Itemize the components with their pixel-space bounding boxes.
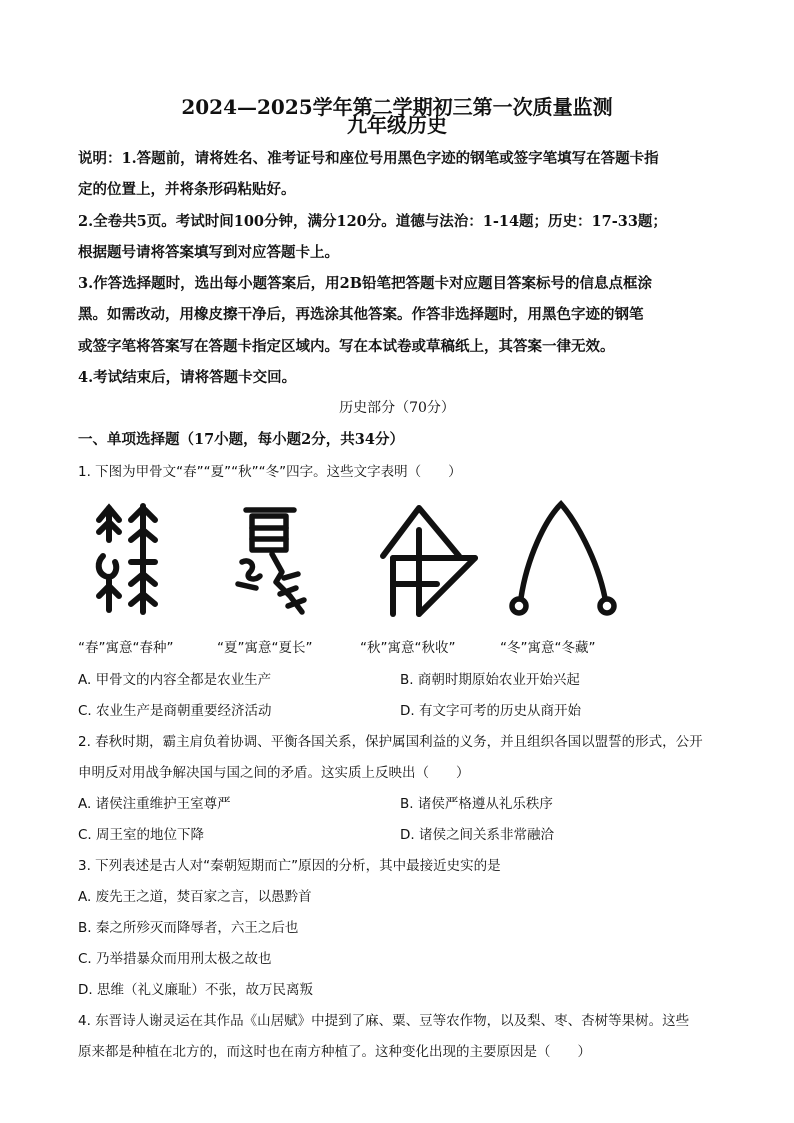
- question-2-stem-line: 2. 春秋时期，霸主肩负着协调、平衡各国关系，保护属国利益的义务，并且组织各国以盟誓的形式，公开: [78, 734, 703, 750]
- question-4-stem-line: 原来都是种植在北方的，而这时也在南方种植了。这种变化出现的主要原因是（ ）: [78, 1044, 591, 1060]
- instruction-line: 或签字笔将答案写在答题卡指定区域内。写在本试卷或草稿纸上，其答案一律无效。: [78, 338, 615, 355]
- caption-summer: “夏”寓意“夏长”: [217, 640, 313, 656]
- q1-option-c: C. 农业生产是商朝重要经济活动: [78, 703, 272, 719]
- question-4-stem-line: 4. 东晋诗人谢灵运在其作品《山居赋》中提到了麻、粟、豆等农作物，以及梨、枣、杏树等果树。这些: [78, 1013, 690, 1029]
- oracle-spring-icon: [95, 500, 165, 618]
- instruction-line: 定的位置上，并将条形码粘贴好。: [78, 181, 296, 198]
- q1-option-b: B. 商朝时期原始农业开始兴起: [400, 672, 580, 688]
- q3-option-b: B. 秦之所殄灭而降辱者，六王之后也: [78, 920, 299, 936]
- q3-option-d: D. 思维（礼义廉耻）不张，故万民离叛: [78, 982, 313, 998]
- caption-spring: “春”寓意“春种”: [78, 640, 174, 656]
- q3-option-c: C. 乃举措暴众而用刑太极之故也: [78, 951, 272, 967]
- q2-option-b: B. 诸侯严格遵从礼乐秩序: [400, 796, 553, 812]
- q1-option-a: A. 甲骨文的内容全都是农业生产: [78, 672, 272, 688]
- q3-option-a: A. 废先王之道，焚百家之言，以愚黔首: [78, 889, 312, 905]
- oracle-winter-icon: [505, 498, 620, 620]
- instruction-line: 3.作答选择题时，选出每小题答案后，用2B铅笔把答题卡对应题目答案标号的信息点框涂: [78, 275, 652, 292]
- instruction-line: 说明：1.答题前，请将姓名、准考证号和座位号用黑色字迹的钢笔或签字笔填写在答题卡指: [78, 150, 659, 167]
- q2-option-c: C. 周王室的地位下降: [78, 827, 205, 843]
- part-title: 一、单项选择题（17小题，每小题2分，共34分）: [78, 431, 404, 448]
- q2-option-d: D. 诸侯之间关系非常融洽: [400, 827, 554, 843]
- oracle-autumn-icon: [375, 500, 485, 618]
- q2-option-a: A. 诸侯注重维护王室尊严: [78, 796, 231, 812]
- question-1-stem: 1. 下图为甲骨文“春”“夏”“秋”“冬”四字。这些文字表明（ ）: [78, 464, 462, 480]
- exam-title: 2024—2025学年第二学期初三第一次质量监测: [181, 95, 613, 119]
- question-2-stem-line: 申明反对用战争解决国与国之间的矛盾。这实质上反映出（ ）: [78, 765, 470, 781]
- question-3-stem: 3. 下列表述是古人对“秦朝短期而亡”原因的分析，其中最接近史实的是: [78, 858, 501, 874]
- instruction-line: 根据题号请将答案填写到对应答题卡上。: [78, 244, 339, 261]
- instruction-line: 2.全卷共5页。考试时间100分钟，满分120分。道德与法治：1-14题；历史：17-33题；: [78, 213, 667, 230]
- caption-winter: “冬”寓意“冬藏”: [500, 640, 596, 656]
- instruction-line: 4.考试结束后，请将答题卡交回。: [78, 369, 297, 386]
- q1-option-d: D. 有文字可考的历史从商开始: [400, 703, 581, 719]
- instruction-line: 黑。如需改动，用橡皮擦干净后，再选涂其他答案。作答非选择题时，用黑色字迹的钢笔: [78, 306, 644, 323]
- exam-subtitle: 九年级历史: [347, 113, 447, 137]
- section-title: 历史部分（70分）: [339, 400, 455, 416]
- oracle-summer-icon: [232, 502, 312, 617]
- caption-autumn: “秋”寓意“秋收”: [360, 640, 456, 656]
